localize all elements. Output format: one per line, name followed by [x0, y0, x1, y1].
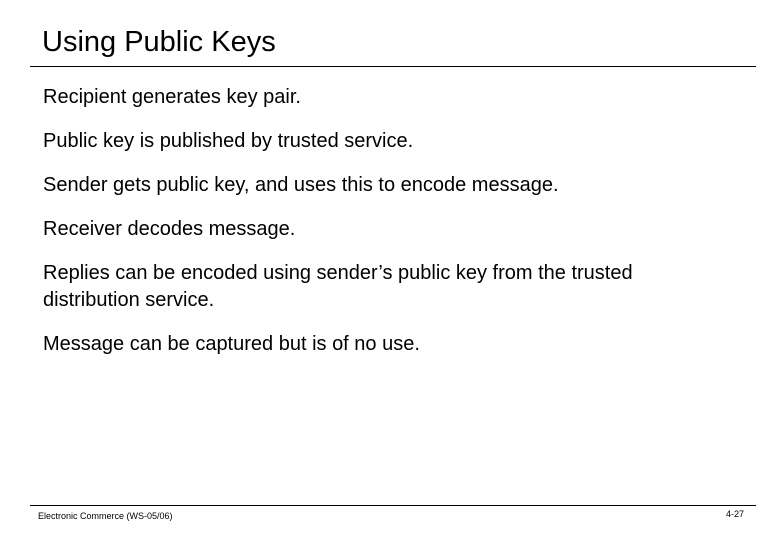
bullet-point: Receiver decodes message.: [43, 218, 296, 240]
bullet-list: [43, 84, 743, 375]
footer-page-number: 4-27: [725, 509, 744, 519]
bullet-point: Replies can be encoded using sender’s public key from the trusted distribution service.: [43, 262, 633, 311]
footer-divider: [30, 505, 756, 506]
slide-title: Using Public Keys: [42, 26, 276, 58]
bullet-point: Message can be captured but is of no use.: [43, 333, 420, 355]
bullet-point: Sender gets public key, and uses this to encode message.: [43, 174, 559, 196]
footer-course-label: Electronic Commerce (WS-05/06): [38, 511, 173, 521]
bullet-point: Public key is published by trusted service.: [43, 130, 414, 152]
bullet-point: Recipient generates key pair.: [43, 86, 301, 108]
title-divider: [30, 66, 756, 67]
